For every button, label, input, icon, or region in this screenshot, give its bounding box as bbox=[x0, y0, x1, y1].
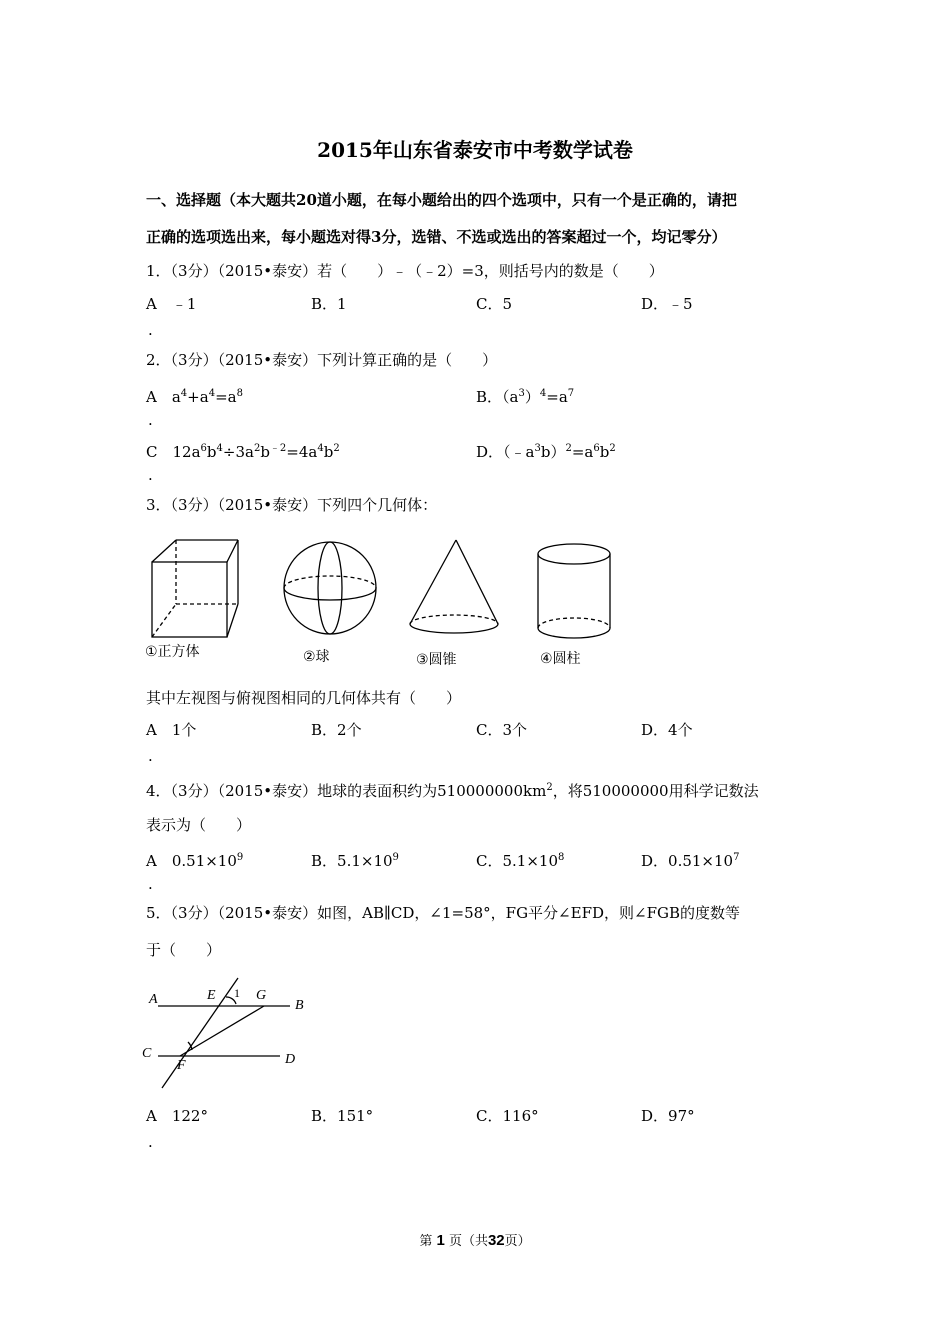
q3-question: 其中左视图与俯视图相同的几何体共有（ ） bbox=[146, 689, 462, 707]
footer-post: 页） bbox=[504, 1234, 531, 1249]
q1-option-d: D．﹣5 bbox=[641, 295, 693, 313]
q3-option-d: D．4个 bbox=[641, 721, 693, 739]
footer-pre: 第 bbox=[419, 1234, 433, 1249]
q2-option-c: C $12a^6b^4\div 3a^2b^{﹣2}=4a^4b^2$ bbox=[146, 443, 340, 461]
q3-label-cube: ①正方体 bbox=[145, 644, 200, 660]
q5-stem: 5．（3分）（2015•泰安）如图，AB∥CD，∠1=58°，FG平分∠EFD，则∠FGB的度数等 bbox=[146, 904, 740, 922]
footer-total-pages: 32 bbox=[487, 1232, 505, 1249]
q4-option-a: A $0.51\times 10^9$ bbox=[146, 852, 244, 870]
line-fg bbox=[180, 1006, 264, 1056]
q2-option-b: B．$(a^3)^4=a^7$ bbox=[476, 388, 575, 406]
q5-label-b: B bbox=[295, 998, 304, 1013]
q2-dot-1: . bbox=[148, 411, 153, 429]
q5-stem-line2: 于（ ） bbox=[146, 941, 222, 959]
q1-option-a: A ﹣1 bbox=[146, 295, 197, 313]
q4-option-c: C．$5.1\times 10^8$ bbox=[476, 852, 565, 870]
q5-label-1: 1 bbox=[234, 986, 240, 1000]
q5-option-d: D．97° bbox=[641, 1107, 695, 1125]
q5-option-b: B．151° bbox=[311, 1107, 374, 1125]
cube-front bbox=[152, 562, 227, 637]
q5-parallel-lines-figure bbox=[140, 970, 320, 1095]
q4-option-b: B．$5.1\times 10^9$ bbox=[311, 852, 399, 870]
q1-dot: . bbox=[148, 321, 153, 339]
q1-option-b: B．1 bbox=[311, 295, 347, 313]
q2-option-a: A $a^4+a^4=a^8$ bbox=[146, 388, 243, 406]
q3-option-b: B．2个 bbox=[311, 721, 362, 739]
q5-label-e: E bbox=[207, 988, 216, 1003]
q5-dot: . bbox=[148, 1133, 153, 1151]
page-title: 2015年山东省泰安市中考数学试卷 bbox=[317, 138, 633, 162]
section-heading-line2: 正确的选项选出来，每小题选对得3分，选错、不选或选出的答案超过一个，均记零分） bbox=[146, 228, 727, 246]
q2-stem: 2．（3分）（2015•泰安）下列计算正确的是（ ） bbox=[146, 351, 498, 369]
q4-option-d: D．$0.51\times 10^7$ bbox=[641, 852, 740, 870]
transversal-ef bbox=[162, 978, 238, 1088]
q2-option-d: D．$(﹣a^3b)^2=a^6b^2$ bbox=[476, 443, 616, 461]
q5-label-f: F bbox=[177, 1058, 186, 1073]
q3-stem: 3．（3分）（2015•泰安）下列四个几何体： bbox=[146, 496, 438, 514]
page-footer bbox=[0, 1230, 950, 1249]
q3-label-cone: ③圆锥 bbox=[416, 652, 457, 668]
q5-option-c: C．116° bbox=[476, 1107, 539, 1125]
q4-stem: 4．（3分）（2015•泰安）地球的表面积约为$510000000km^2$，将510000000用科学记数法 bbox=[146, 782, 759, 800]
q3-dot: . bbox=[148, 747, 153, 765]
q3-option-c: C．3个 bbox=[476, 721, 528, 739]
q2-dot-2: . bbox=[148, 466, 153, 484]
q3-label-cylinder: ④圆柱 bbox=[540, 651, 581, 667]
q4-stem-line2: 表示为（ ） bbox=[146, 816, 252, 834]
q5-label-a: A bbox=[149, 992, 158, 1007]
q3-label-sphere: ②球 bbox=[303, 649, 330, 665]
q5-label-d: D bbox=[285, 1052, 296, 1067]
q3-option-a: A 1个 bbox=[146, 721, 197, 739]
q1-stem: 1．（3分）（2015•泰安）若（ ）﹣（﹣2）=3，则括号内的数是（ ） bbox=[146, 262, 664, 280]
section-heading-line1: 一、选择题（本大题共20道小题，在每小题给出的四个选项中，只有一个是正确的，请把 bbox=[146, 191, 737, 209]
q5-label-g: G bbox=[256, 988, 267, 1003]
footer-page-number: 1 bbox=[436, 1232, 445, 1249]
q5-option-a: A 122° bbox=[146, 1107, 208, 1125]
q1-option-c: C．5 bbox=[476, 295, 513, 313]
q4-dot: . bbox=[148, 875, 153, 893]
footer-mid: 页（共 bbox=[448, 1234, 488, 1249]
q5-label-c: C bbox=[142, 1046, 152, 1061]
